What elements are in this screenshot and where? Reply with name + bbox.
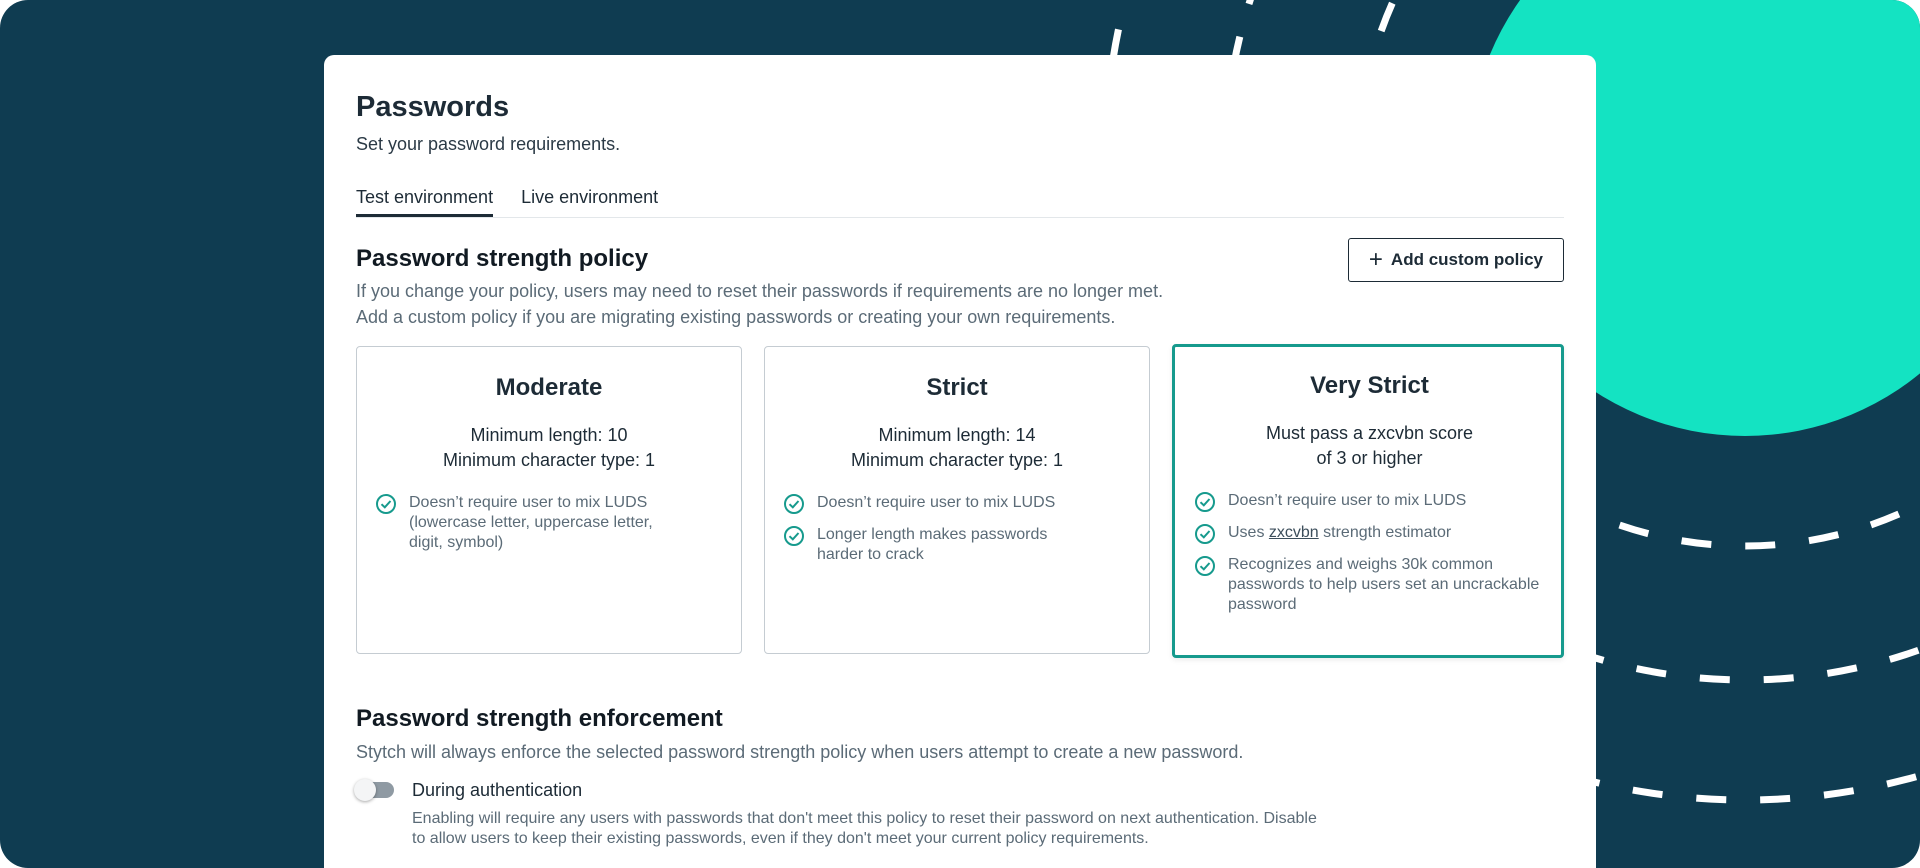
feature-item xyxy=(1192,523,1547,545)
zxcvbn-link[interactable]: zxcvbn xyxy=(1268,524,1319,541)
feature-item xyxy=(1192,555,1547,615)
feature-line: Recognizes and weighs 30k common xyxy=(1228,556,1494,573)
page-title: Passwords xyxy=(356,91,510,123)
card-requirements xyxy=(1192,421,1547,471)
feature-list xyxy=(373,493,725,553)
check-circle-icon xyxy=(1194,555,1216,577)
policy-section-header xyxy=(356,244,1564,330)
policy-cards xyxy=(356,346,1564,658)
policy-card-very-strict[interactable] xyxy=(1172,344,1564,658)
during-authentication-label: During authentication xyxy=(412,780,583,800)
passwords-panel xyxy=(324,55,1596,868)
during-authentication-description xyxy=(412,809,1342,849)
feature-text xyxy=(1228,555,1539,615)
requirement-line: Minimum length: 10 xyxy=(470,425,628,445)
check-circle-icon xyxy=(1194,491,1216,513)
requirement-line: Minimum character type: 1 xyxy=(850,450,1064,470)
feature-item xyxy=(1192,491,1547,513)
policy-description-line-2: Add a custom policy if you are migrating existing passwords or creating your own requirements. xyxy=(356,307,1116,327)
feature-text-suffix: strength estimator xyxy=(1318,524,1452,541)
feature-text xyxy=(817,525,1047,565)
enforcement-section-title: Password strength enforcement xyxy=(356,705,723,732)
feature-line: Doesn’t require user to mix LUDS xyxy=(817,494,1056,511)
feature-text xyxy=(1228,523,1451,545)
card-requirements xyxy=(373,423,725,473)
policy-section-title: Password strength policy xyxy=(356,245,649,272)
check-circle-icon xyxy=(783,525,805,547)
page-subtitle: Set your password requirements. xyxy=(356,134,621,154)
requirement-line: Must pass a zxcvbn score xyxy=(1265,423,1474,443)
feature-line: passwords to help users set an uncrackable xyxy=(1228,576,1540,593)
card-title: Very Strict xyxy=(1310,372,1429,399)
card-requirements xyxy=(781,423,1133,473)
card-title: Strict xyxy=(926,374,988,401)
feature-line: Longer length makes passwords xyxy=(817,526,1048,543)
enforcement-description: Stytch will always enforce the selected password strength policy when users attempt to create a new password. xyxy=(356,742,1244,762)
add-custom-policy-label: Add custom policy xyxy=(1390,250,1543,269)
tab-test-environment[interactable]: Test environment xyxy=(356,181,493,217)
add-custom-policy-button[interactable] xyxy=(1348,238,1564,282)
requirement-line: Minimum length: 14 xyxy=(878,425,1036,445)
check-circle-icon xyxy=(1194,523,1216,545)
toggle-description-line: Enabling will require any users with passwords that don't meet this policy to reset their password on next authentication. Disable xyxy=(412,810,1317,827)
toggle-knob xyxy=(354,779,376,801)
toggle-description-line: to allow users to keep their existing passwords, even if they don't meet your current policy requirements. xyxy=(412,830,1149,847)
feature-text-prefix: Uses xyxy=(1228,524,1269,541)
requirement-line: Minimum character type: 1 xyxy=(442,450,656,470)
feature-text xyxy=(409,493,653,553)
feature-item xyxy=(781,525,1133,565)
feature-line: Doesn’t require user to mix LUDS xyxy=(409,494,648,511)
during-authentication-row xyxy=(356,777,1564,849)
feature-text xyxy=(1228,491,1466,513)
during-authentication-toggle[interactable] xyxy=(356,782,394,798)
feature-item xyxy=(781,493,1133,515)
policy-card-strict[interactable] xyxy=(764,346,1150,654)
feature-text xyxy=(817,493,1055,515)
check-circle-icon xyxy=(375,493,397,515)
feature-item xyxy=(373,493,725,553)
policy-card-moderate[interactable] xyxy=(356,346,742,654)
feature-list xyxy=(781,493,1133,565)
plus-icon: + xyxy=(1368,246,1383,273)
card-title: Moderate xyxy=(495,374,603,401)
feature-line: Doesn’t require user to mix LUDS xyxy=(1228,492,1467,509)
check-circle-icon xyxy=(783,493,805,515)
policy-description-line-1: If you change your policy, users may need to reset their passwords if requirements are no longer met. xyxy=(356,281,1164,301)
feature-line: (lowercase letter, uppercase letter, xyxy=(409,514,653,531)
feature-line: password xyxy=(1228,596,1297,613)
feature-line: harder to crack xyxy=(817,546,924,563)
feature-list xyxy=(1192,491,1547,615)
tab-live-environment[interactable]: Live environment xyxy=(521,187,659,207)
feature-line: digit, symbol) xyxy=(409,534,504,551)
environment-tabs xyxy=(356,181,1564,218)
policy-section-description xyxy=(356,278,1163,330)
requirement-line: of 3 or higher xyxy=(1316,448,1423,468)
